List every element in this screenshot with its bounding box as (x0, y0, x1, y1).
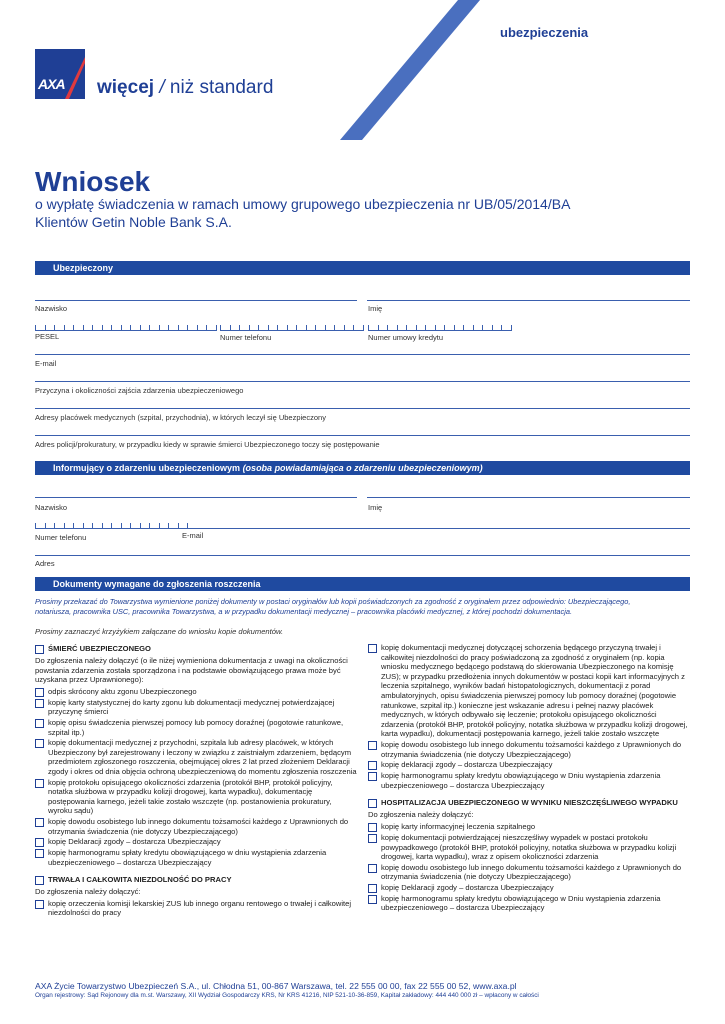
documents-note: Prosimy zaznaczyć krzyżykiem załączane do wniosku kopie dokumentów. (35, 627, 284, 636)
death-item-2[interactable]: kopię karty statystycznej do karty zgonu lub dokumentacji medycznej potwierdzającej przyczynę śmierci (35, 698, 357, 717)
documents-intro-1: Prosimy przekazać do Towarzystwa wymienione poniżej dokumenty w postaci oryginałów lub kopii poświadczonych za zgodność z oryginałem przez odpowiednio: Ubezpieczającego, (35, 597, 631, 606)
hospital-item-4[interactable]: kopię Deklaracji zgody – dostarcza Ubezpieczający (368, 883, 690, 893)
hospital-intro: Do zgłoszenia należy dołączyć: (368, 810, 474, 820)
informant-bar-italic: (osoba powiadamiająca o zdarzeniu ubezpieczeniowym) (242, 463, 483, 473)
right-item-2[interactable]: kopię dowodu osobistego lub innego dokumentu tożsamości każdego z Uprawnionych do otrzymania świadczenia (nie dotyczy Ubezpieczającego) (368, 740, 690, 759)
slogan-slash: / (159, 77, 165, 98)
checkbox[interactable] (35, 818, 44, 827)
hospital-item-2[interactable]: kopię dokumentacji potwierdzającej nieszczęśliwy wypadek w postaci protokołu powypadkowego (protokół BHP, protokół policyjny, notatka służbowa w przypadku kolizji drogowej, karta wypadku), wraz z opisem okoliczności zdarzenia (368, 833, 690, 862)
page-subtitle-2: Klientów Getin Noble Bank S.A. (35, 214, 232, 230)
category-label: ubezpieczenia (500, 25, 589, 40)
checkbox[interactable] (35, 849, 44, 858)
right-item-3[interactable]: kopię deklaracji zgody – dostarcza Ubezpieczający (368, 760, 690, 770)
section-informant-bar (35, 461, 690, 475)
phone-label: Numer telefonu (220, 333, 272, 342)
checkbox[interactable] (35, 838, 44, 847)
death-item-7[interactable]: kopię Deklaracji zgody – dostarcza Ubezpieczający (35, 837, 357, 847)
footer-registration: Organ rejestrowy: Sąd Rejonowy dla m.st. Warszawy, XII Wydział Gospodarczy KRS, Nr KRS 41216, NIP 521-10-36-859, Kapitał zakładowy: 444 440 000 zł – wpłacony w całości (35, 992, 539, 999)
police-address-label: Adres policji/prokuratury, w przypadku kiedy w sprawie śmierci Ubezpieczonego toczy się postępowanie (35, 440, 380, 449)
informant-address-field[interactable] (35, 555, 690, 556)
name-field[interactable] (367, 300, 690, 301)
checkbox[interactable] (35, 900, 44, 909)
disability-item-1[interactable]: kopię orzeczenia komisji lekarskiej ZUS lub innego organu rentowego o trwałej i całkowitej niezdolności do pracy (35, 899, 357, 918)
death-heading-text: ŚMIERĆ UBEZPIECZONEGO (48, 644, 151, 653)
informant-address-label: Adres (35, 559, 55, 568)
informant-email-label: E-mail (182, 531, 204, 540)
pesel-label: PESEL (35, 332, 60, 341)
informant-surname-label: Nazwisko (35, 503, 68, 512)
documents-intro-2: notariusza, pracownika USC, pracownika Towarzystwa, a w przypadku dokumentacji medycznej – pracownika placówki medycznej, z której pochodzi dokumentacja. (35, 607, 573, 616)
hospital-item-1[interactable]: kopię karty informacyjnej leczenia szpitalnego (368, 822, 690, 832)
phone-field[interactable] (220, 325, 364, 331)
checkbox[interactable] (368, 772, 377, 781)
checkbox[interactable] (368, 895, 377, 904)
loan-number-field[interactable] (368, 325, 512, 331)
right-item-1[interactable]: kopię dokumentacji medycznej dotyczącej schorzenia będącego przyczyną trwałej i całkowitej niezdolności do pracy poświadczoną za zgodność z oryginałem (np. kopia wniosku medycznego będącego podstawą do skierowania Ubezpieczonego na komisję ZUS); w przypadku przedłożenia innych dokumentów w postaci kopii kart informacyjnych z leczenia szpitalnego, wyników badań histopatologicznych, dokumentacji z porad ambulatoryjnych, opisu świadczenia pierwszej pomocy lub pomocy doraźnej (pogotowie ratunkowe, szpital itp.) konieczne jest wskazanie adresu i pełnej nazwy placówek medycznych, w których odbywało się leczenie; protokołu opisującego okoliczności zdarzenia (protokół BHP, protokół policyjny, notatka służbowa w przypadku kolizji drogowej, karta wypadku), dokumentacji postępowania karnego, jeżeli takie zostało wszczęte (368, 643, 690, 739)
axa-logo (35, 49, 85, 99)
section-documents-bar: Dokumenty wymagane do zgłoszenia roszczenia (35, 577, 690, 591)
right-item-4[interactable]: kopię harmonogramu spłaty kredytu obowiązującego w Dniu wystąpienia zdarzenia ubezpieczeniowego – dostarcza Ubezpieczający (368, 771, 690, 790)
surname-label: Nazwisko (35, 304, 68, 313)
hospital-checkbox[interactable] (368, 799, 377, 808)
checkbox[interactable] (35, 699, 44, 708)
pesel-field[interactable] (35, 325, 217, 331)
checkbox[interactable] (368, 834, 377, 843)
informant-surname-field[interactable] (35, 497, 357, 498)
medical-addresses-label: Adresy placówek medycznych (szpital, przychodnia), w których leczył się Ubezpieczony (35, 413, 326, 422)
cause-label: Przyczyna i okoliczności zajścia zdarzenia ubezpieczeniowego (35, 386, 244, 395)
informant-name-field[interactable] (367, 497, 690, 498)
checkbox[interactable] (35, 688, 44, 697)
informant-email-field[interactable] (180, 528, 690, 529)
disability-heading (35, 875, 357, 885)
death-item-1[interactable]: odpis skrócony aktu zgonu Ubezpieczonego (35, 687, 357, 697)
page-title: Wniosek (35, 166, 151, 197)
checkbox[interactable] (368, 741, 377, 750)
disability-intro: Do zgłoszenia należy dołączyć: (35, 887, 141, 897)
checkbox[interactable] (368, 644, 377, 653)
name-label: Imię (368, 304, 383, 313)
checkbox[interactable] (35, 739, 44, 748)
death-intro: Do zgłoszenia należy dołączyć (o ile niżej wymieniona dokumentacja z uwagi na okoliczności powstania zdarzenia została sporządzona i na podstawie obowiązującego prawa może być uzyskana przez Uprawnionego): (35, 656, 348, 685)
section-insured-bar: Ubezpieczony (35, 261, 690, 275)
page-subtitle-1: o wypłatę świadczenia w ramach umowy grupowego ubezpieczenia nr UB/05/2014/BA (35, 196, 571, 212)
diagonal-stripe (340, 0, 480, 140)
email-field[interactable] (35, 354, 690, 355)
death-heading (35, 644, 357, 654)
medical-addresses-field[interactable] (35, 408, 690, 409)
informant-bar-label: Informujący o zdarzeniu ubezpieczeniowym (53, 463, 241, 473)
checkbox[interactable] (35, 719, 44, 728)
slogan (97, 77, 273, 99)
checkbox[interactable] (368, 864, 377, 873)
death-item-3[interactable]: kopię opisu świadczenia pierwszej pomocy lub pomocy doraźnej (pogotowie ratunkowe, szpital itp.) (35, 718, 357, 737)
death-item-6[interactable]: kopię dowodu osobistego lub innego dokumentu tożsamości każdego z Uprawnionych do otrzymania świadczenia (nie dotyczy Ubezpieczającego) (35, 817, 357, 836)
loan-number-label: Numer umowy kredytu (368, 333, 444, 342)
checkbox[interactable] (368, 884, 377, 893)
footer-company: AXA Życie Towarzystwo Ubezpieczeń S.A., ul. Chłodna 51, 00-867 Warszawa, tel. 22 555 00 00, fax 22 555 00 52, www.axa.pl (35, 981, 517, 991)
death-item-4[interactable]: kopię dokumentacji medycznej z przychodni, szpitala lub adresy placówek, w których Ubezpieczony był zarejestrowany i leczony w związku z zaistniałym zdarzeniem, będącym przedmiotem zgłoszonego roszczenia, obejmującej okres 2 lat przed złożeniem Deklaracji zgody i okres od dnia objęcia ochroną ubezpieczeniową do momentu zgłoszenia roszczenia (35, 738, 357, 776)
police-address-field[interactable] (35, 435, 690, 436)
informant-phone-label: Numer telefonu (35, 533, 87, 542)
left-column (35, 638, 357, 919)
logo-text: AXA (38, 76, 65, 92)
checkbox[interactable] (35, 779, 44, 788)
surname-field[interactable] (35, 300, 357, 301)
right-column (368, 642, 690, 914)
email-label: E-mail (35, 359, 57, 368)
hospital-heading (368, 798, 690, 808)
death-item-8[interactable]: kopię harmonogramu spłaty kredytu obowiązującego w dniu wystąpienia zdarzenia ubezpieczeniowego – dostarcza Ubezpieczający (35, 848, 357, 867)
death-item-5[interactable]: kopię protokołu opisującego okoliczności zdarzenia (protokół BHP, protokół policyjny, notatka służbowa w przypadku kolizji drogowej, karta wypadku), dokumentację postępowania karnego, jeżeli takie zostało wszczęte (np. postanowienia prokuratury, wyroku sądu) (35, 778, 357, 816)
slogan-rest: niż standard (169, 77, 274, 98)
informant-phone-field[interactable] (35, 523, 188, 529)
hospital-heading-text: HOSPITALIZACJA UBEZPIECZONEGO W WYNIKU NIESZCZĘŚLIWEGO WYPADKU (381, 798, 678, 808)
slogan-bold: więcej (97, 77, 155, 98)
disability-checkbox[interactable] (35, 876, 44, 885)
checkbox[interactable] (368, 761, 377, 770)
cause-field[interactable] (35, 381, 690, 382)
hospital-item-3[interactable]: kopię dowodu osobistego lub innego dokumentu tożsamości każdego z Uprawnionych do otrzymania świadczenia (nie dotyczy Ubezpieczającego) (368, 863, 690, 882)
informant-name-label: Imię (368, 503, 383, 512)
checkbox[interactable] (368, 823, 377, 832)
death-checkbox[interactable] (35, 645, 44, 654)
disability-heading-text: TRWAŁA I CAŁKOWITA NIEZDOLNOŚĆ DO PRACY (48, 875, 232, 885)
hospital-item-5[interactable]: kopię harmonogramu spłaty kredytu obowiązującego w Dniu wystąpienia zdarzenia ubezpieczeniowego – dostarcza Ubezpieczający (368, 894, 690, 913)
